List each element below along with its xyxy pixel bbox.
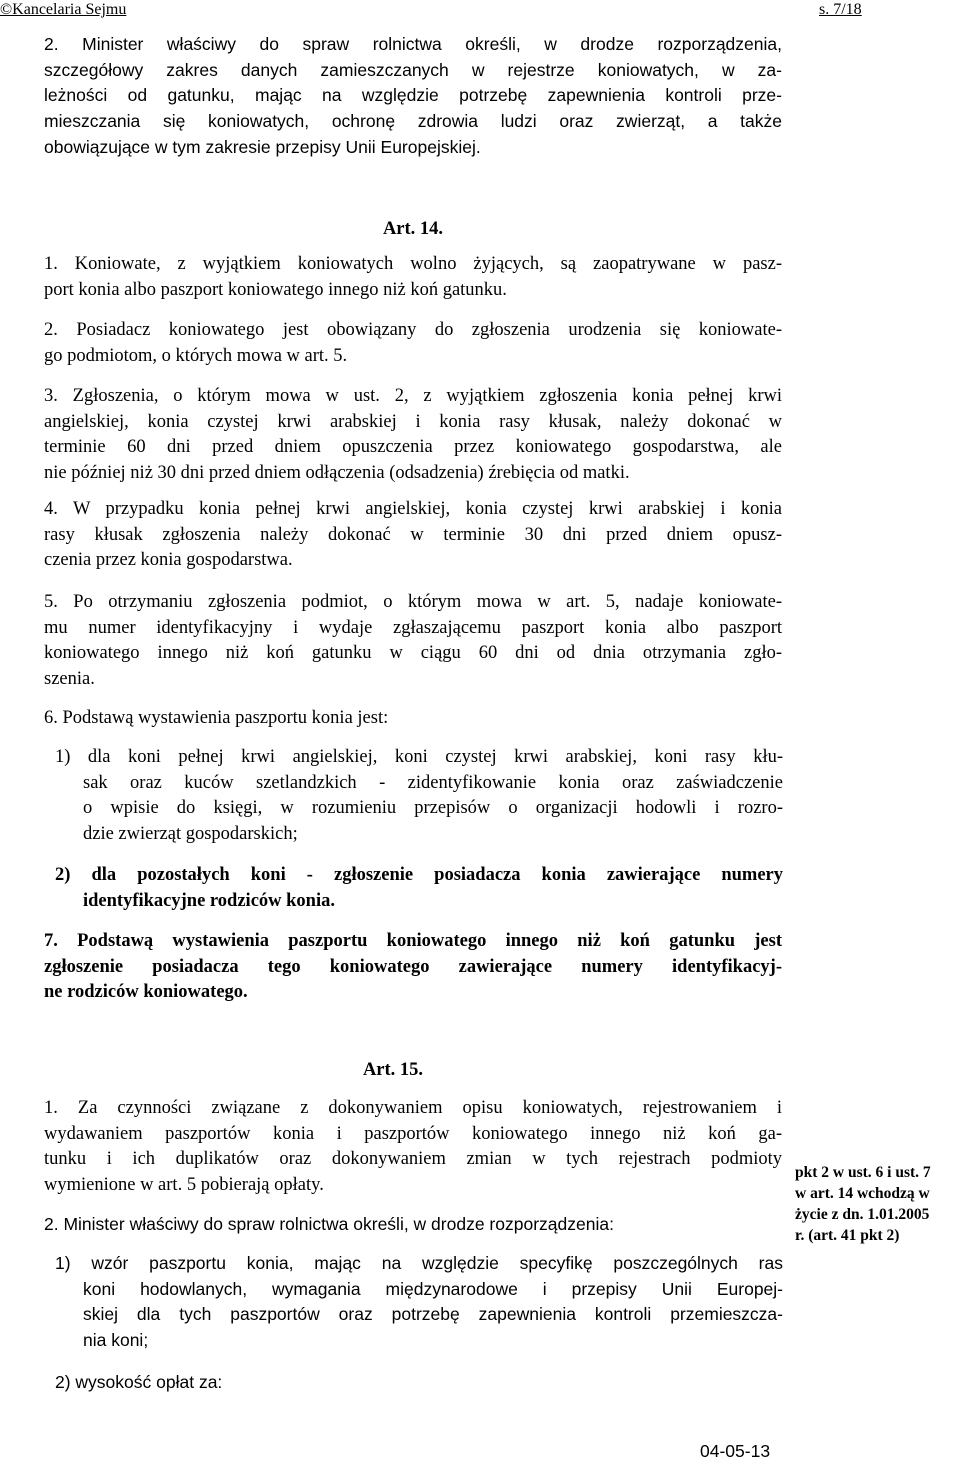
art13-paragraph-2 [44,32,782,160]
text-line: ne rodziców koniowatego. [44,982,248,1003]
margin-note [795,1162,960,1246]
text-line: dzie zwierząt gospodarskich; [83,824,298,845]
text-line: go podmiotom, o których mowa w art. 5. [44,345,348,366]
text-line: 2. Minister właściwy do spraw rolnictwa określi, w drodze rozporządzenia: [44,1214,614,1234]
art14-paragraph-4 [44,497,782,574]
text-line: 4. W przypadku konia pełnej krwi angielskiej, konia czystej krwi arabskiej i konia [44,499,782,519]
article-15-heading: Art. 15. [362,1060,424,1080]
text-line: mu numer identyfikacyjny i wydaje zgłaszającemu paszport konia albo paszport [44,617,782,638]
text-line: wymienione w art. 5 pobierają opłaty. [44,1175,324,1196]
text-line: 5. Po otrzymaniu zgłoszenia podmiot, o którym mowa w art. 5, nadaje koniowate- [44,592,782,612]
text-line: 1. Za czynności związane z dokonywaniem opisu koniowatych, rejestrowaniem i [44,1098,782,1118]
text-line: rasy kłusak zgłoszenia należy dokonać w terminie 30 dni przed dniem opusz- [44,524,782,545]
text-line: czenia przez konia gospodarstwa. [44,550,293,571]
art14-paragraph-2 [44,318,782,369]
art15-paragraph-2 [44,1212,782,1238]
text-line: wydawaniem paszportów konia i paszportów koniowatego innego niż koń ga- [44,1123,782,1144]
art15-paragraph-2-point-1 [55,1251,783,1354]
text-line: tunku i ich duplikatów oraz dokonywaniem zmian w tych rejestrach podmioty [44,1149,782,1170]
page-number: s. 7/18 [819,1,862,18]
text-line: 7. Podstawą wystawienia paszportu koniowatego innego niż koń gatunku jest [44,931,782,951]
art14-paragraph-1 [44,252,782,303]
art14-paragraph-6-point-2 [55,863,783,914]
text-line: 2. Minister właściwy do spraw rolnictwa określi, w drodze rozporządzenia, [44,34,782,54]
art14-paragraph-6 [44,706,782,732]
text-line: obowiązujące w tym zakresie przepisy Unii Europejskiej. [44,136,481,157]
text-line: 2) wysokość opłat za: [55,1372,223,1392]
text-line: 1. Koniowate, z wyjątkiem koniowatych wolno żyjących, są zaopatrywane w pasz- [44,254,782,274]
art15-paragraph-1 [44,1096,782,1199]
text-line: 1) wzór paszportu konia, mając na względzie specyfikę poszczególnych ras [55,1253,783,1273]
text-line: koniowatego innego niż koń gatunku w ciągu 60 dni od dnia otrzymania zgło- [44,643,782,664]
text-line: terminie 60 dni przed dniem opuszczenia przez koniowatego gospodarstwa, ale [44,437,782,458]
margin-note-line: pkt 2 w ust. 6 i ust. 7 [795,1164,931,1181]
text-line: 2) dla pozostałych koni - zgłoszenie posiadacza konia zawierające numery [55,865,783,885]
text-line: identyfikacyjne rodziców konia. [83,890,335,911]
text-line: leżności od gatunku, mając na względzie potrzebę zapewnienia kontroli prze- [44,85,782,106]
text-line: sak oraz kuców szetlandzkich - zidentyfikowanie konia oraz zaświadczenie [83,772,783,793]
footer-date: 04-05-13 [700,1441,771,1461]
text-line: nie później niż 30 dni przed dniem odłączenia (odsadzenia) źrebięcia od matki. [44,463,630,484]
text-line: o wpisie do księgi, w rozumieniu przepisów o organizacji hodowli i rozro- [83,798,783,819]
text-line: port konia albo paszport koniowatego innego niż koń gatunku. [44,279,507,300]
text-line: 3. Zgłoszenia, o którym mowa w ust. 2, z wyjątkiem zgłoszenia konia pełnej krwi [44,386,782,406]
article-14-heading: Art. 14. [382,219,444,239]
text-line: szczegółowy zakres danych zamieszczanych w rejestrze koniowatych, w za- [44,59,782,80]
art15-paragraph-2-point-2 [55,1370,783,1396]
text-line: 6. Podstawą wystawienia paszportu konia jest: [44,708,389,728]
text-line: 1) dla koni pełnej krwi angielskiej, koni czystej krwi arabskiej, koni rasy kłu- [55,747,783,767]
text-line: koni hodowlanych, wymagania międzynarodowe i przepisy Unii Europej- [83,1278,783,1299]
art14-paragraph-5 [44,590,782,693]
margin-note-line: r. (art. 41 pkt 2) [795,1227,900,1244]
text-line: szenia. [44,669,95,690]
margin-note-line: w art. 14 wchodzą w [795,1185,930,1202]
margin-note-line: życie z dn. 1.01.2005 [795,1206,930,1223]
text-line: zgłoszenie posiadacza tego koniowatego zawierające numery identyfikacyj- [44,956,782,977]
text-line: mieszczania się koniowatych, ochronę zdrowia ludzi oraz zwierząt, a także [44,111,782,132]
text-line: 2. Posiadacz koniowatego jest obowiązany do zgłoszenia urodzenia się koniowate- [44,320,782,340]
text-line: skiej dla tych paszportów oraz potrzebę zapewnienia kontroli przemieszcza- [83,1304,783,1325]
art14-paragraph-6-point-1 [55,745,783,848]
art14-paragraph-3 [44,384,782,487]
art14-paragraph-7 [44,929,782,1006]
text-line: nia koni; [83,1330,149,1351]
text-line: angielskiej, konia czystej krwi arabskiej i konia rasy kłusak, należy dokonać w [44,411,782,432]
publisher-label: ©Kancelaria Sejmu [0,1,127,18]
